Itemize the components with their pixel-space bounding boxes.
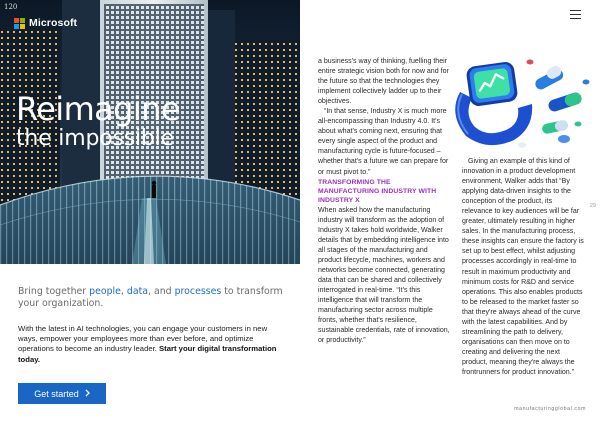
ad-body-callout: Start your digital transformation today.: [18, 344, 277, 364]
ad-copy: [18, 286, 286, 365]
article-paragraph: When asked how the manufacturing industry will transform as the adoption of Industry X takes hold worldwide, Walker details that by embedding intelligence into all stages of the manufacturing and product lifecycle, machines, workers and networks become connected, generating data that can be shared and collectively interrogated in real-time. “It's this intelligence that will transform the manufacturing sector across multiple fronts, whether that's resilience, sustainable credentials, rate of innovation, or productivity.”: [318, 206, 450, 345]
pill-icon: [512, 60, 590, 149]
article-column-2: [462, 157, 584, 378]
tagline-processes: processes: [174, 286, 222, 297]
page-number: 120: [4, 3, 18, 11]
smartwatch-and-pills-illustration: [438, 44, 596, 156]
tagline-separator: ,: [120, 286, 127, 297]
get-started-button[interactable]: [18, 383, 106, 404]
article-page: [300, 0, 600, 424]
ad-body: [18, 324, 286, 365]
page-number: 29: [589, 203, 596, 209]
ad-headline: [16, 92, 180, 152]
tagline-ending: to transform your organization.: [18, 286, 283, 309]
get-started-label: Get started: [34, 388, 79, 399]
article-paragraph: a business's way of thinking, fuelling their entire strategic vision both for now and for the future so that the technologies they implement collectively ladder up to their objectives.: [318, 58, 449, 106]
headline-line-2: the impossible: [16, 126, 174, 151]
article-paragraph: “In that sense, Industry X is much more all-encompassing than Industry 4.0. It's about what's coming next, ensuring that every single aspect of the product and manufacturing cycle is future-focused – whether that's a future we can prepare for or must pivot to.”: [318, 108, 449, 176]
article-paragraph: Giving an example of this kind of innovation in a product development environment, Walker adds that “By applying data-driven insights to the conception of the product, its relevance to key audiences will be far greater, ultimately resulting in higher sales. In the manufacturing process, these insights can ensure the factory is set up to best effect, whilst adjusting processes accordingly in real-time to result in maximum productivity and minimum costs for R&D and service operations. This also enables products to be released to the market faster so that they're always ahead of the curve with the latest capabilities. And by streamlining the path to delivery, organisations can then move on to creating and delivering the next product, meaning they're always the frontrunners for product innovation.”: [462, 158, 584, 376]
website-footer[interactable]: manufacturingglobal.com: [514, 406, 586, 412]
headline-line-1: Reimagine: [16, 90, 180, 128]
brand-name: Microsoft: [29, 17, 78, 29]
tagline-conjunction: , and: [148, 286, 175, 297]
smartwatch-icon: [455, 61, 532, 145]
tagline-text: Bring together: [18, 286, 90, 297]
tagline-people: people: [89, 286, 121, 297]
ad-body-text: With the latest in AI technologies, you can engage your customers in new ways, empower your employees more than ever before, and optimize operations to become an industry leader.: [18, 324, 268, 354]
section-subheading: TRANSFORMING THE MANUFACTURING INDUSTRY WITH INDUSTRY X: [318, 178, 437, 205]
microsoft-logo-icon: [14, 18, 25, 29]
chevron-right-icon: [85, 389, 90, 399]
tagline-data: data: [126, 286, 148, 297]
ad-tagline: [18, 286, 286, 310]
article-column-1: [318, 57, 452, 346]
microsoft-logo: [14, 17, 77, 29]
hamburger-menu-icon[interactable]: [570, 10, 581, 19]
